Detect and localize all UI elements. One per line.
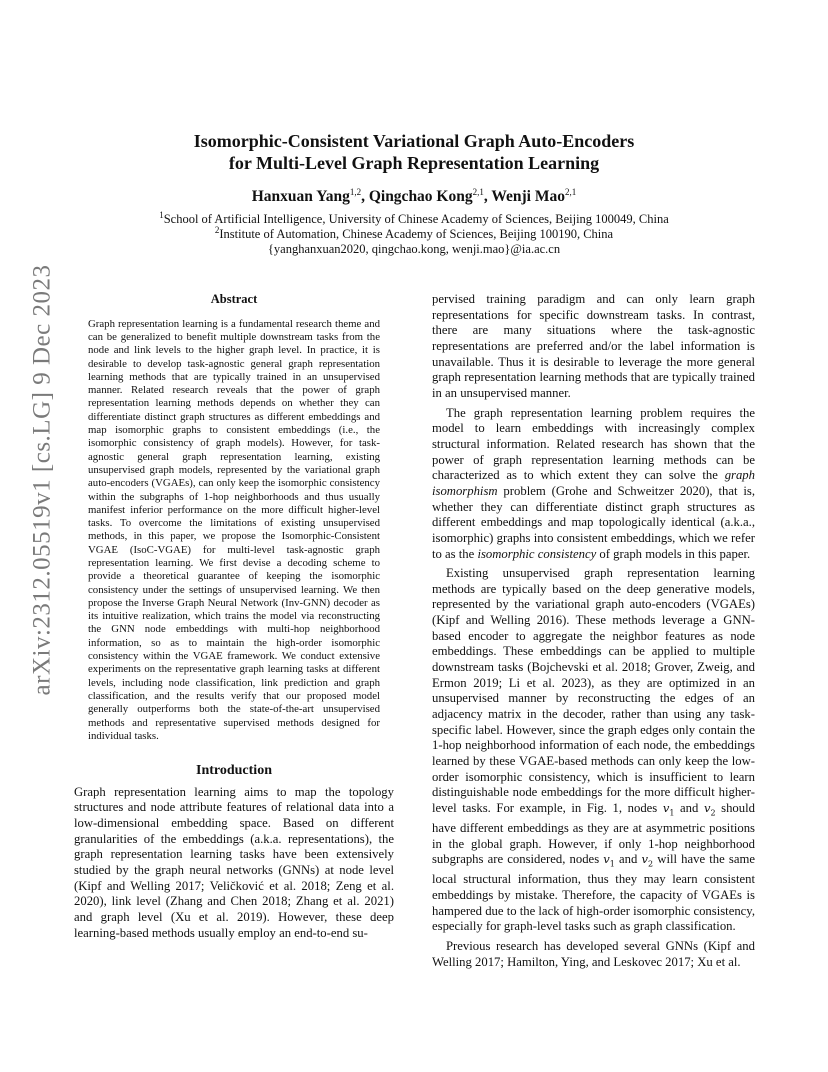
paragraph-text: of graph models in this paper.: [596, 546, 751, 561]
abstract-heading: Abstract: [210, 292, 258, 306]
left-column: [74, 292, 394, 945]
paper-title-line-2: for Multi-Level Graph Representation Learning: [228, 153, 600, 173]
math-variable: v: [641, 852, 649, 867]
author-affil-sup: 1,2: [349, 186, 362, 197]
paragraph-text: will have the same local structural information, thus they may learn consistent embeddings by mistake. Therefore, the capacity of VGAEs is hampered due to the lack of high-order isomorphic consistency, especially for graph-level tasks such as graph classification.: [432, 852, 756, 934]
node-symbol-v2: [703, 801, 716, 818]
paragraph-text: Existing unsupervised graph representation learning methods are typically based on the deep generative models, represented by the variational graph auto-encoders (VGAEs) (Kipf and Welling 2016). These methods leverage a GNN-based encoder to aggregate the neighbor features as node embeddings. These embeddings can be applied to multiple downstream tasks (Bojchevski et al. 2018; Grover, Zweig, and Ermon 2019; Li et al. 2023), as they are optimized in an unsupervised manner by reconstructing the edges of an adjacency matrix in the decoder, rather than using any task-specific label. However, since the graph edges only contain the 1-hop neighborhood information of each node, the embeddings learned by these VGAE-based methods can only keep the low-order isomorphic consistency, which is insufficient to learn distinguishable node embeddings for the more difficult higher-level tasks. For example, in Fig. 1, nodes: [432, 566, 755, 815]
math-subscript: 1: [669, 808, 675, 818]
email-text: {yanghanxuan2020, qingchao.kong, wenji.mao}@ia.ac.cn: [267, 242, 561, 256]
introduction-paragraph-2: pervised training paradigm and can only learn graph representations for specific downstream tasks. In contrast, there are many situations where the task-agnostic representations are preferred and/or the label information is unavailable. Thus it is desirable to leverage the more general graph representation learning methods that are typically trained in an unsupervised manner.: [432, 292, 755, 400]
author-name: Wenji Mao: [491, 188, 565, 205]
arxiv-side-identifier: [22, 264, 62, 696]
paragraph-text: should have different embeddings as they are at asymmetric positions in the global graph. However, if only 1-hop neighborhood subgraphs are considered, nodes: [432, 801, 755, 867]
author-affil-sup: 2,1: [564, 186, 577, 197]
affiliation-sup: 2: [214, 224, 220, 235]
right-column: [432, 292, 755, 974]
paragraph-text: and: [674, 801, 704, 815]
author-name: Hanxuan Yang: [251, 188, 350, 205]
node-symbol-v2: [641, 852, 654, 869]
author-separator: ,: [483, 188, 492, 205]
author-list: [0, 188, 828, 206]
introduction-paragraph-4: [432, 566, 755, 935]
math-variable: v: [603, 852, 610, 867]
affiliation-text: School of Artificial Intelligence, University of Chinese Academy of Sciences, Beijing 100049, China: [163, 212, 669, 226]
abstract-body: Graph representation learning is a fundamental research theme and can be generalized to benefit multiple downstream tasks from the node and link levels to the higher graph level. In practice, it is desirable to develop task-agnostic general graph representation learning methods that are typically trained in an unsupervised manner. Related research reveals that the power of graph representation learning methods depends on whether they can differentiate distinct graph structures as different embeddings and map isomorphic graphs to consistent embeddings (i.e., the isomorphic consistency of graph models). However, for task-agnostic general graph representation learning, existing unsupervised graph models, represented by the variational graph auto-encoders (VGAEs), can only keep the isomorphic consistency within the subgraphs of 1-hop neighborhoods and thus usually manifest inferior performance on the more difficult higher-level tasks. To overcome the limitations of existing unsupervised methods, in this paper, we propose the Isomorphic-Consistent VGAE (IsoC-VGAE) for multi-level task-agnostic graph representation learning. We first devise a decoding scheme to provide a theoretical guarantee of keeping the isomorphic consistency under the settings of unsupervised learning. We then propose the Inverse Graph Neural Network (Inv-GNN) decoder as its intuitive realization, which trains the model via reconstructing the GNN node embeddings with multi-hop neighborhood information, so as to maintain the high-order isomorphic consistency within the VGAE framework. We conduct extensive experiments on the representative graph learning tasks at different levels, including node classification, link prediction and graph classification, and the results verify that our proposed model generally outperforms both the state-of-the-art unsupervised methods and representative supervised methods designed for individual tasks.: [88, 317, 380, 742]
introduction-paragraph-5: Previous research has developed several GNNs (Kipf and Welling 2017; Hamilton, Ying, and Leskovec 2017; Xu et al.: [432, 938, 755, 969]
author-affil-sup: 2,1: [472, 186, 484, 197]
affiliation-1: [0, 209, 828, 227]
node-symbol-v1: [603, 852, 615, 869]
paragraph-text: The graph representation learning problem requires the model to learn embeddings with increasingly complex structural information. Related research has shown that the power of graph representation learning methods can be characterized as to which extent they can solve the: [432, 405, 755, 483]
math-subscript: 1: [609, 859, 615, 869]
arxiv-identifier-text: arXiv:2312.05519v1 [cs.LG] 9 Dec 2023: [28, 264, 56, 696]
introduction-paragraph-1: Graph representation learning aims to map the topology structures and node attribute features of relational data into a low-dimensional embedding space. Based on different granularities of the embeddings (a.k.a. representations), the graph representation learning tasks have been extensively studied by the graph neural networks (GNNs) at node level (Kipf and Welling 2017; Veličković et al. 2018; Zeng et al. 2020), link level (Zhang and Chen 2018; Zhang et al. 2021) and graph level (Xu et al. 2019). However, these deep learning-based methods usually employ an end-to-end su-: [74, 784, 394, 940]
math-subscript: 2: [648, 859, 654, 869]
affiliation-2: [0, 224, 828, 242]
node-symbol-v1: [662, 801, 675, 818]
emphasis-term: isomorphic consistency: [477, 546, 597, 561]
paragraph-text: and: [614, 852, 642, 867]
paragraph-text: problem (Grohe and Schweitzer 2020), that is, whether they can differentiate distinct graph structures as different embeddings and map topologically identical (a.k.a., isomorphic) graphs into consistent embeddings, which we refer to as the: [432, 483, 755, 561]
introduction-paragraph-3: [432, 406, 755, 563]
paper-title-line-1: Isomorphic-Consistent Variational Graph Auto-Encoders: [193, 131, 635, 151]
paper-header: [0, 130, 828, 257]
affiliation-sup: 1: [159, 209, 164, 220]
author-separator: ,: [361, 188, 369, 205]
author-emails: [0, 242, 828, 257]
math-subscript: 2: [710, 808, 716, 818]
affiliation-text: Institute of Automation, Chinese Academy of Sciences, Beijing 100190, China: [219, 227, 614, 241]
author-name: Qingchao Kong: [368, 188, 473, 205]
introduction-heading: Introduction: [196, 763, 272, 779]
math-variable: v: [703, 801, 711, 815]
math-variable: v: [662, 801, 670, 815]
emphasis-term: graph isomorphism: [432, 468, 755, 498]
